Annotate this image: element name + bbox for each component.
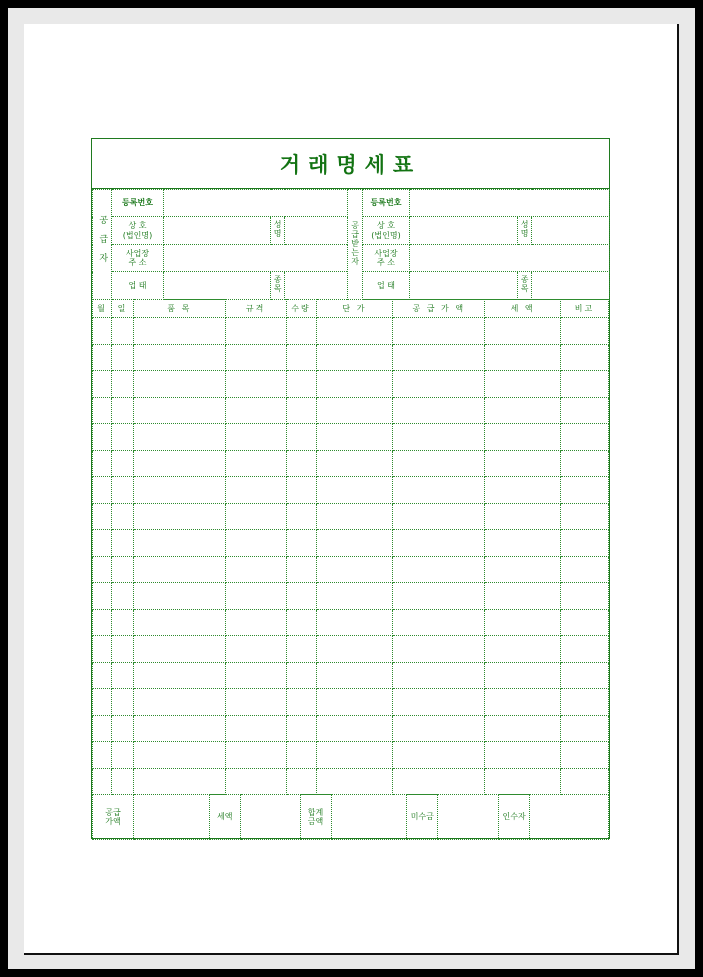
table-cell[interactable] <box>286 371 316 398</box>
line-items-table <box>92 299 609 795</box>
receiver-address-field[interactable] <box>410 245 610 272</box>
table-cell[interactable] <box>225 477 286 504</box>
table-cell[interactable] <box>93 424 112 451</box>
table-cell[interactable] <box>485 768 561 795</box>
table-row <box>93 424 609 451</box>
table-cell[interactable] <box>393 477 485 504</box>
table-cell[interactable] <box>286 397 316 424</box>
receiver-business-type-field[interactable] <box>410 272 518 300</box>
table-cell[interactable] <box>393 530 485 557</box>
table-cell[interactable] <box>485 530 561 557</box>
table-cell[interactable] <box>93 397 112 424</box>
document-title: 거래명세표 <box>279 151 422 177</box>
table-cell[interactable] <box>111 477 133 504</box>
table-cell[interactable] <box>111 371 133 398</box>
table-row <box>93 609 609 636</box>
unpaid-label: 미수금 <box>407 795 438 840</box>
table-cell[interactable] <box>225 503 286 530</box>
table-row <box>93 530 609 557</box>
table-cell[interactable] <box>393 450 485 477</box>
table-cell[interactable] <box>286 583 316 610</box>
table-row <box>93 503 609 530</box>
table-cell[interactable] <box>561 556 609 583</box>
table-cell[interactable] <box>561 742 609 769</box>
supplier-name-field[interactable] <box>285 217 348 245</box>
table-cell[interactable] <box>133 424 225 451</box>
table-cell[interactable] <box>485 556 561 583</box>
table-cell[interactable] <box>133 344 225 371</box>
table-cell[interactable] <box>133 450 225 477</box>
table-cell[interactable] <box>561 768 609 795</box>
table-cell[interactable] <box>133 742 225 769</box>
table-cell[interactable] <box>485 662 561 689</box>
table-cell[interactable] <box>561 371 609 398</box>
table-cell[interactable] <box>561 662 609 689</box>
table-cell[interactable] <box>225 636 286 663</box>
party-info-table <box>92 189 610 300</box>
statement-form <box>91 138 610 839</box>
receiver-sign-label: 인수자 <box>499 795 530 840</box>
table-cell[interactable] <box>93 583 112 610</box>
totals-table <box>92 794 609 840</box>
table-cell[interactable] <box>93 768 112 795</box>
table-row <box>93 662 609 689</box>
table-cell[interactable] <box>316 424 393 451</box>
table-cell[interactable] <box>111 662 133 689</box>
table-cell[interactable] <box>111 318 133 345</box>
table-cell[interactable] <box>133 715 225 742</box>
table-cell[interactable] <box>485 636 561 663</box>
table-cell[interactable] <box>286 636 316 663</box>
table-cell[interactable] <box>485 689 561 716</box>
table-cell[interactable] <box>225 424 286 451</box>
table-cell[interactable] <box>316 530 393 557</box>
table-cell[interactable] <box>286 689 316 716</box>
table-cell[interactable] <box>485 583 561 610</box>
total-amount-label: 합계 금액 <box>300 795 331 840</box>
table-cell[interactable] <box>316 609 393 636</box>
receiver-side-label: 공급받는자 <box>348 190 363 300</box>
table-cell[interactable] <box>93 503 112 530</box>
table-row <box>93 583 609 610</box>
supplier-business-item-field[interactable] <box>285 272 348 300</box>
table-cell[interactable] <box>133 397 225 424</box>
table-cell[interactable] <box>561 450 609 477</box>
table-cell[interactable] <box>93 715 112 742</box>
table-cell[interactable] <box>133 662 225 689</box>
receiver-address-label: 사업장 주 소 <box>363 245 410 272</box>
table-cell[interactable] <box>561 503 609 530</box>
table-cell[interactable] <box>316 371 393 398</box>
table-cell[interactable] <box>111 556 133 583</box>
table-cell[interactable] <box>225 662 286 689</box>
table-cell[interactable] <box>111 768 133 795</box>
supplier-name-label: 성명 <box>271 217 285 245</box>
table-cell[interactable] <box>286 530 316 557</box>
table-cell[interactable] <box>316 477 393 504</box>
table-cell[interactable] <box>133 556 225 583</box>
table-cell[interactable] <box>393 583 485 610</box>
table-cell[interactable] <box>561 397 609 424</box>
table-row <box>93 768 609 795</box>
table-cell[interactable] <box>286 450 316 477</box>
table-cell[interactable] <box>485 424 561 451</box>
table-cell[interactable] <box>133 318 225 345</box>
receiver-name-label: 성명 <box>518 217 532 245</box>
table-cell[interactable] <box>133 609 225 636</box>
column-header: 비고 <box>561 300 609 318</box>
table-cell[interactable] <box>286 742 316 769</box>
supplier-company-field[interactable] <box>164 217 271 245</box>
table-cell[interactable] <box>111 636 133 663</box>
table-cell[interactable] <box>561 715 609 742</box>
table-cell[interactable] <box>225 450 286 477</box>
table-cell[interactable] <box>133 583 225 610</box>
unpaid-field[interactable] <box>438 795 499 840</box>
table-cell[interactable] <box>393 424 485 451</box>
table-row <box>93 556 609 583</box>
title-bar <box>92 139 609 189</box>
table-cell[interactable] <box>133 503 225 530</box>
table-cell[interactable] <box>225 397 286 424</box>
table-row <box>93 715 609 742</box>
table-cell[interactable] <box>485 344 561 371</box>
table-cell[interactable] <box>111 530 133 557</box>
table-cell[interactable] <box>93 344 112 371</box>
supplier-business-item-label: 종목 <box>271 272 285 300</box>
column-header: 단 가 <box>316 300 393 318</box>
table-row <box>93 318 609 345</box>
table-cell[interactable] <box>316 689 393 716</box>
table-cell[interactable] <box>316 715 393 742</box>
table-cell[interactable] <box>561 530 609 557</box>
table-cell[interactable] <box>286 715 316 742</box>
table-cell[interactable] <box>93 609 112 636</box>
table-row <box>93 742 609 769</box>
table-cell[interactable] <box>316 503 393 530</box>
table-cell[interactable] <box>133 530 225 557</box>
table-cell[interactable] <box>111 450 133 477</box>
table-cell[interactable] <box>133 371 225 398</box>
table-cell[interactable] <box>561 609 609 636</box>
table-cell[interactable] <box>111 503 133 530</box>
line-items-header <box>93 300 609 318</box>
table-cell[interactable] <box>93 371 112 398</box>
table-cell[interactable] <box>393 318 485 345</box>
table-cell[interactable] <box>225 583 286 610</box>
table-cell[interactable] <box>111 609 133 636</box>
receiver-reg-no-label: 등록번호 <box>363 190 410 217</box>
table-cell[interactable] <box>93 318 112 345</box>
table-cell[interactable] <box>316 768 393 795</box>
table-cell[interactable] <box>133 768 225 795</box>
supplier-business-type-label: 업 태 <box>112 272 164 300</box>
supplier-address-field[interactable] <box>164 245 348 272</box>
supplier-address-label: 사업장 주 소 <box>112 245 164 272</box>
table-cell[interactable] <box>93 689 112 716</box>
table-cell[interactable] <box>316 450 393 477</box>
table-cell[interactable] <box>225 715 286 742</box>
table-cell[interactable] <box>393 397 485 424</box>
table-cell[interactable] <box>225 371 286 398</box>
tax-field[interactable] <box>240 795 300 840</box>
supplier-company-label: 상 호 (법인명) <box>112 217 164 245</box>
table-cell[interactable] <box>111 715 133 742</box>
table-cell[interactable] <box>286 424 316 451</box>
table-cell[interactable] <box>111 424 133 451</box>
table-cell[interactable] <box>316 397 393 424</box>
table-cell[interactable] <box>561 318 609 345</box>
table-cell[interactable] <box>393 371 485 398</box>
table-cell[interactable] <box>225 530 286 557</box>
table-cell[interactable] <box>393 742 485 769</box>
table-cell[interactable] <box>393 636 485 663</box>
table-cell[interactable] <box>316 318 393 345</box>
table-row <box>93 636 609 663</box>
table-cell[interactable] <box>561 636 609 663</box>
receiver-business-item-label: 종목 <box>518 272 532 300</box>
table-cell[interactable] <box>133 636 225 663</box>
column-header: 공 급 가 액 <box>393 300 485 318</box>
table-cell[interactable] <box>316 344 393 371</box>
table-row <box>93 450 609 477</box>
supplier-reg-no-field[interactable] <box>164 190 348 217</box>
table-cell[interactable] <box>393 556 485 583</box>
table-cell[interactable] <box>286 609 316 636</box>
table-cell[interactable] <box>393 662 485 689</box>
table-cell[interactable] <box>93 742 112 769</box>
column-header: 세 액 <box>485 300 561 318</box>
table-cell[interactable] <box>111 689 133 716</box>
column-header: 일 <box>111 300 133 318</box>
column-header: 품 목 <box>133 300 225 318</box>
table-cell[interactable] <box>93 450 112 477</box>
supplier-side-label: 공급자 <box>93 190 112 300</box>
tax-label: 세액 <box>209 795 240 840</box>
table-cell[interactable] <box>316 662 393 689</box>
table-cell[interactable] <box>93 530 112 557</box>
table-cell[interactable] <box>286 503 316 530</box>
table-row <box>93 371 609 398</box>
table-cell[interactable] <box>561 344 609 371</box>
table-cell[interactable] <box>393 689 485 716</box>
column-header: 수량 <box>286 300 316 318</box>
table-cell[interactable] <box>225 344 286 371</box>
receiver-reg-no-field[interactable] <box>410 190 610 217</box>
table-cell[interactable] <box>93 662 112 689</box>
receiver-business-item-field[interactable] <box>532 272 610 300</box>
table-cell[interactable] <box>485 397 561 424</box>
table-cell[interactable] <box>393 715 485 742</box>
table-cell[interactable] <box>561 583 609 610</box>
table-cell[interactable] <box>316 636 393 663</box>
column-header: 월 <box>93 300 112 318</box>
receiver-company-field[interactable] <box>410 217 518 245</box>
receiver-company-label: 상 호 (법인명) <box>363 217 410 245</box>
table-cell[interactable] <box>133 689 225 716</box>
total-amount-field[interactable] <box>331 795 407 840</box>
table-cell[interactable] <box>485 318 561 345</box>
table-cell[interactable] <box>561 424 609 451</box>
supply-amount-label: 공급 가액 <box>93 795 134 840</box>
table-cell[interactable] <box>485 371 561 398</box>
table-cell[interactable] <box>485 503 561 530</box>
table-cell[interactable] <box>286 662 316 689</box>
receiver-business-type-label: 업 태 <box>363 272 410 300</box>
column-header: 규격 <box>225 300 286 318</box>
table-cell[interactable] <box>393 768 485 795</box>
table-row <box>93 689 609 716</box>
table-cell[interactable] <box>485 742 561 769</box>
table-cell[interactable] <box>286 556 316 583</box>
table-cell[interactable] <box>133 477 225 504</box>
table-cell[interactable] <box>316 556 393 583</box>
table-cell[interactable] <box>393 609 485 636</box>
table-cell[interactable] <box>225 742 286 769</box>
table-cell[interactable] <box>111 742 133 769</box>
table-cell[interactable] <box>286 768 316 795</box>
receiver-name-field[interactable] <box>532 217 610 245</box>
table-cell[interactable] <box>485 477 561 504</box>
table-row <box>93 477 609 504</box>
table-cell[interactable] <box>393 344 485 371</box>
table-cell[interactable] <box>111 583 133 610</box>
table-cell[interactable] <box>225 689 286 716</box>
table-cell[interactable] <box>485 609 561 636</box>
supplier-business-type-field[interactable] <box>164 272 271 300</box>
table-cell[interactable] <box>561 477 609 504</box>
table-cell[interactable] <box>316 742 393 769</box>
receiver-sign-field[interactable] <box>530 795 609 840</box>
table-cell[interactable] <box>225 609 286 636</box>
table-cell[interactable] <box>225 768 286 795</box>
supplier-reg-no-label: 등록번호 <box>112 190 164 217</box>
table-cell[interactable] <box>286 318 316 345</box>
table-cell[interactable] <box>225 318 286 345</box>
table-cell[interactable] <box>286 344 316 371</box>
table-cell[interactable] <box>286 477 316 504</box>
table-row <box>93 344 609 371</box>
table-cell[interactable] <box>225 556 286 583</box>
table-row <box>93 397 609 424</box>
table-cell[interactable] <box>93 556 112 583</box>
table-cell[interactable] <box>485 715 561 742</box>
table-cell[interactable] <box>93 477 112 504</box>
table-cell[interactable] <box>393 503 485 530</box>
supply-amount-field[interactable] <box>133 795 209 840</box>
table-cell[interactable] <box>93 636 112 663</box>
table-cell[interactable] <box>485 450 561 477</box>
table-cell[interactable] <box>111 344 133 371</box>
table-cell[interactable] <box>111 397 133 424</box>
table-cell[interactable] <box>316 583 393 610</box>
table-cell[interactable] <box>561 689 609 716</box>
